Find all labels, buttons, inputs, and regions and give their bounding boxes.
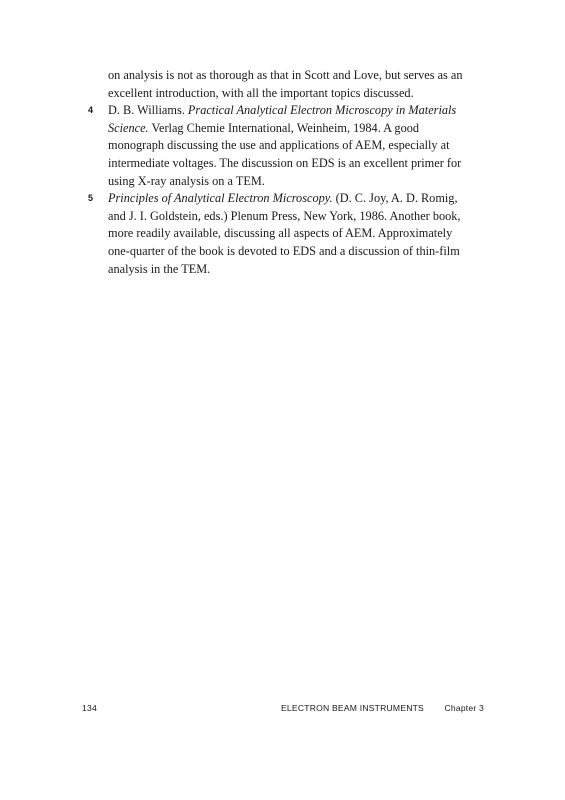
reference-text (108, 103, 461, 187)
reference-author: D. B. Williams. (108, 103, 188, 118)
reference-item (88, 190, 468, 278)
reference-text (108, 191, 461, 275)
reference-title: Principles of Analytical Electron Microscopy. (108, 191, 333, 206)
page-number: 134 (82, 703, 97, 713)
page-footer (82, 703, 484, 717)
chapter-label: Chapter 3 (444, 703, 484, 713)
page-body (88, 67, 468, 278)
running-title: ELECTRON BEAM INSTRUMENTS (281, 703, 424, 713)
reference-item (88, 102, 468, 190)
continued-paragraph: on analysis is not as thorough as that in Scott and Love, but serves as an excellent introduction, with all the important topics discussed. (108, 68, 463, 100)
reference-details: Verlag Chemie International, Weinheim, 1984. A good monograph discussing the use and applications of AEM, especially at intermediate voltages. The discussion on EDS is an excellent primer for using X-ray analysis on a TEM. (108, 120, 462, 188)
reference-details: (D. C. Joy, A. D. Romig, and J. I. Goldstein, eds.) Plenum Press, New York, 1986. Another book, more readily available, discussing all aspects of AEM. Approximately one-quarter of the book is devoted to EDS and a discussion of thin-film analysis in the TEM. (108, 191, 461, 276)
reference-number: 5 (88, 193, 94, 204)
reference-number: 4 (88, 105, 94, 116)
reference-title: Practical Analytical Electron Microscopy in Materials Science. (108, 103, 457, 135)
reference-list (88, 102, 468, 278)
